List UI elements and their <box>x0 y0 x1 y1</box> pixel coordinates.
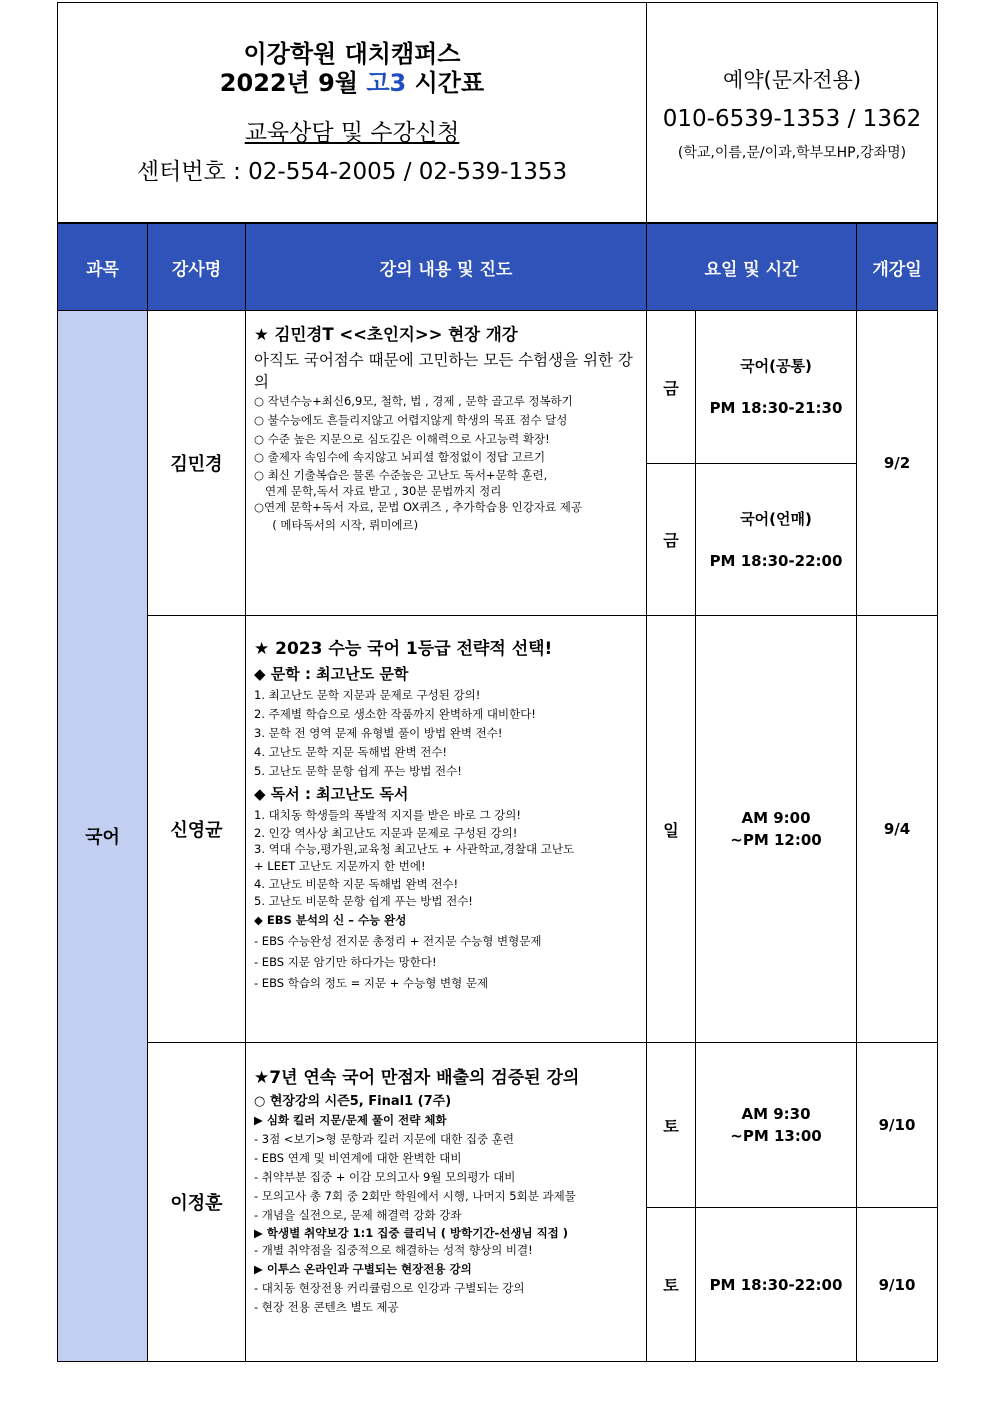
academy-title: 이강학원 대치캠퍼스 <box>243 39 461 68</box>
list-item: 3. 문학 전 영역 문제 유형별 풀이 방법 완벽 전수! <box>254 726 503 740</box>
reserve-note: (학교,이름,문/이과,학부모HP,강좌명) <box>677 144 907 161</box>
title-cell <box>58 3 647 223</box>
list-item: ▶ 학생별 취약보강 1:1 집중 클리닉 ( 방학기간-선생님 직접 ) <box>254 1226 569 1240</box>
list-item: 2. 인강 역사상 최고난도 지문과 문제로 구성된 강의! <box>254 826 518 840</box>
timetable-sheet <box>57 2 937 1362</box>
col-open-date: 개강일 <box>857 224 938 311</box>
list-item: - 개별 취약점을 집중적으로 해결하는 성적 향상의 비결! <box>254 1243 533 1257</box>
list-item: + LEET 고난도 지문까지 한 번에! <box>254 859 426 873</box>
session-day: 금 <box>647 464 696 616</box>
schedule-table <box>57 223 938 1362</box>
section-title: ◆ 독서 : 최고난도 독서 <box>254 785 409 803</box>
schedule-title: 2022년 9월 고3 시간표 <box>219 68 485 97</box>
list-item: ○ 작년수능+최신6,9모, 철학, 법 , 경제 , 문학 골고루 정복하기 <box>254 394 573 408</box>
list-item: - 현장 전용 콘텐츠 별도 제공 <box>254 1300 399 1314</box>
list-item: 5. 고난도 문학 문항 쉽게 푸는 방법 전수! <box>254 764 462 778</box>
section-title: ◆ EBS 분석의 신 – 수능 완성 <box>254 913 407 927</box>
session-day: 일 <box>647 616 696 1043</box>
center-phone: 센터번호 : 02-554-2005 / 02-539-1353 <box>136 158 568 185</box>
subject-cell: 국어 <box>58 311 148 1362</box>
table-row <box>58 616 938 1043</box>
list-item: 3. 역대 수능,평가원,교육청 최고난도 + 사관학교,경찰대 고난도 <box>254 842 575 856</box>
table-row <box>58 311 938 464</box>
list-item: - EBS 수능완성 전지문 총정리 + 전지문 수능형 변형문제 <box>254 934 542 948</box>
session-day: 금 <box>647 311 696 464</box>
open-date: 9/4 <box>857 616 938 1043</box>
list-item: - 취약부분 집중 + 이감 모의고사 9월 모의평가 대비 <box>254 1170 516 1184</box>
course-lead: 아직도 국어점수 때문에 고민하는 모든 수험생을 위한 강의 <box>254 351 633 391</box>
session-time: 국어(공통) PM 18:30-21:30 <box>696 311 857 464</box>
teacher-name: 김민경 <box>148 311 246 616</box>
header-table <box>57 2 938 223</box>
list-item: 1. 대치동 학생들의 폭발적 지지를 받은 바로 그 강의! <box>254 808 522 822</box>
list-item: 4. 고난도 문학 지문 독해법 완벽 전수! <box>254 745 448 759</box>
course-content <box>246 311 647 616</box>
section-title: ◆ 문학 : 최고난도 문학 <box>254 665 409 683</box>
course-headline: ★ 2023 수능 국어 1등급 전략적 선택! <box>254 639 553 659</box>
course-content <box>246 616 647 1043</box>
open-date: 9/2 <box>857 311 938 616</box>
col-subject: 과목 <box>58 224 148 311</box>
list-item: 1. 최고난도 문학 지문과 문제로 구성된 강의! <box>254 688 481 702</box>
col-day-time: 요일 및 시간 <box>647 224 857 311</box>
list-item: - 개념을 실전으로, 문제 해결력 강화 강좌 <box>254 1208 462 1222</box>
table-row <box>58 1043 938 1208</box>
course-headline: ★7년 연속 국어 만점자 배출의 검증된 강의 <box>254 1068 580 1088</box>
list-item: ▶ 심화 킬러 지문/문제 풀이 전략 체화 <box>254 1113 447 1127</box>
list-item: ▶ 이투스 온라인과 구별되는 현장전용 강의 <box>254 1262 472 1276</box>
list-item: ○ 출제자 속임수에 속지않고 뇌피셜 함정없이 정답 고르기 <box>254 450 546 464</box>
list-item: ○ 불수능에도 흔들리지않고 어렵지않게 학생의 목표 점수 달성 <box>254 413 568 427</box>
consult-label: 교육상담 및 수강신청 <box>244 119 460 146</box>
session-time: AM 9:30 ~PM 13:00 <box>696 1043 857 1208</box>
list-item: - EBS 학습의 정도 = 지문 + 수능형 변형 문제 <box>254 976 489 990</box>
list-item: ○ 현장강의 시즌5, Final1 (7주) <box>254 1094 452 1109</box>
list-item: - 3점 <보기>형 문항과 킬러 지문에 대한 집중 훈련 <box>254 1132 514 1146</box>
reserve-label: 예약(문자전용) <box>722 67 862 92</box>
reserve-phone: 010-6539-1353 / 1362 <box>662 105 922 132</box>
session-time: PM 18:30-22:00 <box>696 1208 857 1362</box>
course-content <box>246 1043 647 1362</box>
list-item: - EBS 지문 암기만 하다가는 망한다! <box>254 955 437 969</box>
list-item: 연계 문학,독서 자료 받고 , 30분 문법까지 정리 <box>254 484 502 498</box>
course-headline: ★ 김민경T <<초인지>> 현장 개강 <box>254 325 518 344</box>
col-teacher: 강사명 <box>148 224 246 311</box>
list-item: ○ 수준 높은 지문으로 심도깊은 이해력으로 사고능력 확장! <box>254 432 550 446</box>
column-header-row <box>58 224 938 311</box>
list-item: - 모의고사 총 7회 중 2회만 학원에서 시행, 나머지 5회분 과제물 <box>254 1189 576 1203</box>
teacher-name: 이정훈 <box>148 1043 246 1362</box>
list-item: 5. 고난도 비문학 문항 쉽게 푸는 방법 전수! <box>254 894 473 908</box>
session-day: 토 <box>647 1208 696 1362</box>
reservation-cell <box>647 3 938 223</box>
session-time: 국어(언매) PM 18:30-22:00 <box>696 464 857 616</box>
teacher-name: 신영균 <box>148 616 246 1043</box>
list-item: - EBS 연계 및 비연계에 대한 완벽한 대비 <box>254 1151 462 1165</box>
list-item: 2. 주제별 학습으로 생소한 작품까지 완벽하게 대비한다! <box>254 707 536 721</box>
list-item: ○연계 문학+독서 자료, 문법 OX퀴즈 , 추가학습용 인강자료 제공 <box>254 500 582 514</box>
open-date: 9/10 <box>857 1208 938 1362</box>
session-time: AM 9:00 ~PM 12:00 <box>696 616 857 1043</box>
list-item: ( 메타독서의 시작, 뤼미에르) <box>254 518 419 532</box>
list-item: ○ 최신 기출복습은 물론 수준높은 고난도 독서+문학 훈련, <box>254 468 548 482</box>
grade-label: 고3 <box>366 68 407 97</box>
col-content: 강의 내용 및 진도 <box>246 224 647 311</box>
list-item: - 대치동 현장전용 커리큘럼으로 인강과 구별되는 강의 <box>254 1281 525 1295</box>
list-item: 4. 고난도 비문학 지문 독해법 완벽 전수! <box>254 877 459 891</box>
session-day: 토 <box>647 1043 696 1208</box>
open-date: 9/10 <box>857 1043 938 1208</box>
